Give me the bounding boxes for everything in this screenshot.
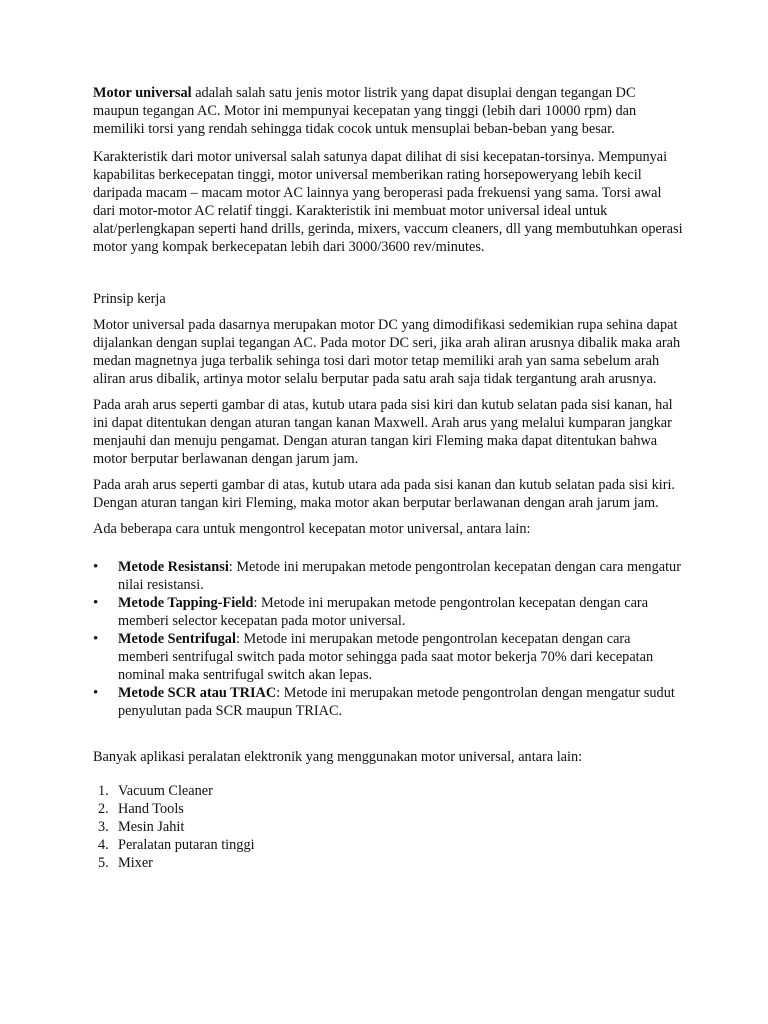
current-direction-paragraph-1: Pada arah arus seperti gambar di atas, kutub utara pada sisi kiri dan kutub selatan pada sisi kanan, hal ini dapat ditentukan dengan aturan tangan kanan Maxwell. Arah arus yang melalui kumparan jangkar menjauhi dan menuju pengamat. Dengan aturan tangan kiri Fleming maka dapat ditentukan bahwa motor berputar berlawanan dengan jarum jam. [93, 397, 673, 467]
list-item: 3. Mesin Jahit [98, 819, 185, 835]
characteristics-paragraph: Karakteristik dari motor universal salah satunya dapat dilihat di sisi kecepatan-torsinya. Mempunyai kapabilitas berkecepatan tinggi, motor universal memberikan rating horsepoweryang lebih kecil daripada macam – macam motor AC lainnya yang beroperasi pada frekuensi yang sama. Torsi awal dari motor-motor AC relatif tinggi. Karakteristik ini membuat motor universal ideal untuk alat/perlengkapan seperti hand drills, gerinda, mixers, vaccum cleaners, dll yang membutuhkan operasi motor yang kompak berkecepatan lebih dari 3000/3600 rev/minutes. [93, 149, 683, 255]
list-item: 1. Vacuum Cleaner [98, 783, 213, 799]
list-item: • Metode Tapping-Field: Metode ini merupakan metode pengontrolan kecepatan dengan cara memberi selector kecepatan pada motor universal. [93, 594, 683, 630]
term-motor-universal: Motor universal [93, 85, 192, 101]
list-item: 4. Peralatan putaran tinggi [98, 837, 255, 853]
section-heading: Prinsip kerja [93, 291, 166, 307]
link-motor-listrik[interactable]: motor listrik [326, 85, 398, 101]
list-item: • Metode Resistansi: Metode ini merupakan metode pengontrolan kecepatan dengan cara mengatur nilai resistansi. [93, 558, 683, 594]
list-item: 2. Hand Tools [98, 801, 184, 817]
list-item: 5. Mixer [98, 855, 153, 871]
link-tegangan-ac[interactable]: tegangan AC [142, 103, 217, 119]
link-tegangan-dc[interactable]: tegangan DC [560, 85, 636, 101]
document-page [93, 84, 683, 872]
list-item: • Metode SCR atau TRIAC: Metode ini merupakan metode pengontrolan dengan mengatur sudut penyulutan pada SCR maupun TRIAC. [93, 684, 683, 720]
speed-control-intro: Ada beberapa cara untuk mengontrol kecepatan motor universal, antara lain: [93, 521, 531, 537]
applications-intro: Banyak aplikasi peralatan elektronik yang menggunakan motor universal, antara lain: [93, 749, 583, 765]
link-motor-motor-ac[interactable]: motor-motor AC [118, 203, 215, 219]
link-frekuensi[interactable]: frekuensi [477, 185, 531, 201]
link-horsepower[interactable]: horsepower [483, 167, 551, 183]
working-principle-paragraph: Motor universal pada dasarnya merupakan motor DC yang dimodifikasi sedemikian rupa sehina dapat dijalankan dengan suplai tegangan AC. Pada motor DC seri, jika arah aliran arusnya dibalik maka arah medan magnetnya juga terbalik sehinga tosi dari motor tetap memiliki arah yan sama sebelum arah aliran arus dibalik, artinya motor selalu berputar pada satu arah saja tidak tergantung arah arusnya. [93, 317, 681, 387]
applications-list [93, 782, 683, 872]
list-item: • Metode Sentrifugal: Metode ini merupakan metode pengontrolan kecepatan dengan cara memberi sentrifugal switch pada motor sehingga pada saat motor bekerja 70% dari kecepatan nominal maka sentrifugal switch akan lepas. [93, 630, 683, 684]
intro-paragraph: Motor universal adalah salah satu jenis motor listrik yang dapat disuplai dengan tegangan DC maupun tegangan AC. Motor ini mempunyai kecepatan yang tinggi (lebih dari 10000 rpm) dan memiliki torsi yang rendah sehingga tidak cocok untuk mensuplai beban-beban yang besar. [93, 85, 637, 137]
current-direction-paragraph-2: Pada arah arus seperti gambar di atas, kutub utara ada pada sisi kanan dan kutub selatan pada sisi kiri. Dengan aturan tangan kiri Fleming, maka motor akan berputar berlawanan dengan arah jarum jam. [93, 477, 676, 511]
speed-control-methods-list [93, 558, 683, 720]
